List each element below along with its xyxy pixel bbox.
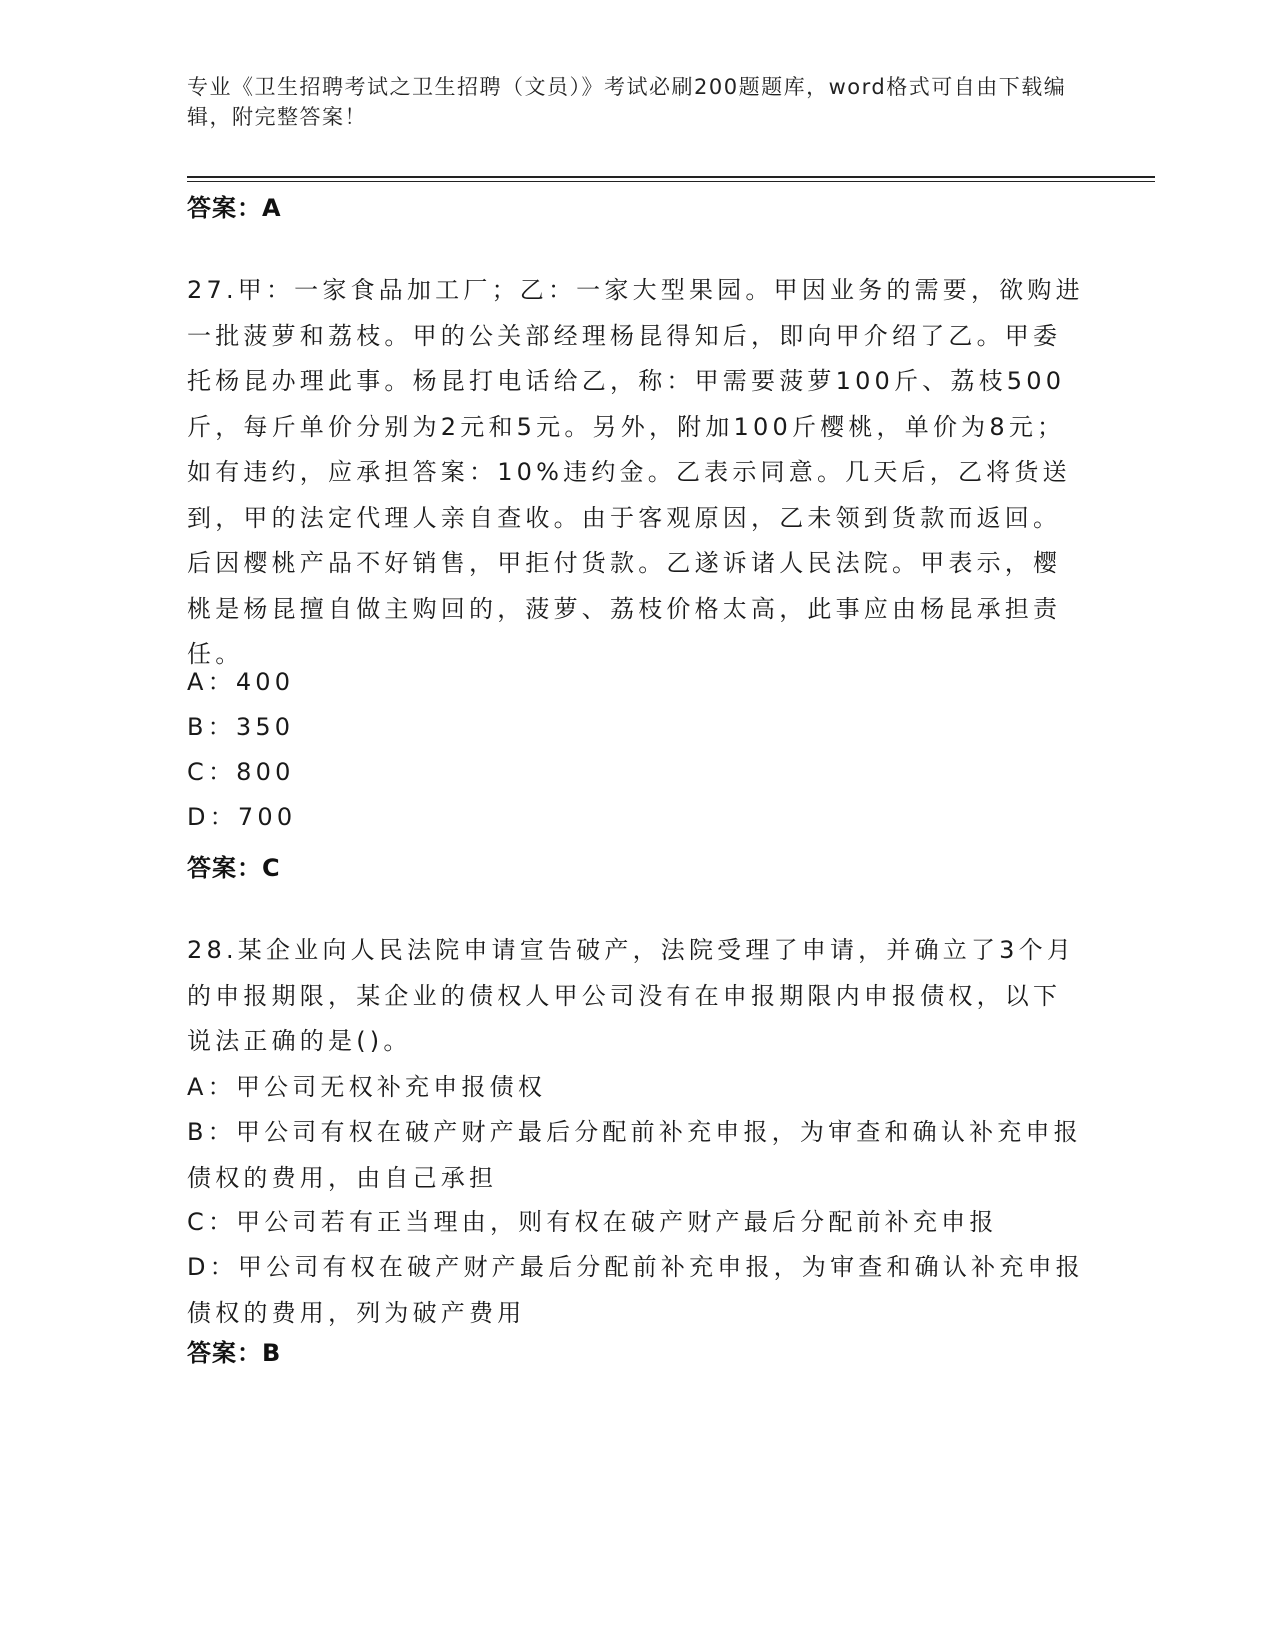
question-27-option-b: B：350 bbox=[187, 713, 295, 741]
question-28-answer: 答案：B bbox=[187, 1339, 282, 1367]
question-27-text: 27.甲：一家食品加工厂；乙：一家大型果园。甲因业务的需要，欲购进一批菠萝和荔枝。甲的公关部经理杨昆得知后，即向甲介绍了乙。甲委托杨昆办理此事。杨昆打电话给乙，称：甲需要菠萝100斤、荔枝500斤，每斤单价分别为2元和5元。另外，附加100斤樱桃，单价为8元；如有违约，应承担答案：10%违约金。乙表示同意。几天后，乙将货送到，甲的法定代理人亲自查收。由于客观原因，乙未领到货款而返回。后因樱桃产品不好销售，甲拒付货款。乙遂诉诸人民法院。甲表示，樱桃是杨昆擅自做主购回的，菠萝、荔枝价格太高，此事应由杨昆承担责任。 bbox=[187, 276, 1084, 668]
question-27-option-d: D：700 bbox=[187, 803, 297, 831]
question-28-text: 28.某企业向人民法院申请宣告破产，法院受理了申请，并确立了3个月的申报期限，某企业的债权人甲公司没有在申报期限内申报债权，以下说法正确的是()。 bbox=[187, 936, 1076, 1055]
page-header: 专业《卫生招聘考试之卫生招聘（文员）》考试必刷200题题库，word格式可自由下载编辑，附完整答案！ bbox=[187, 75, 1067, 129]
question-28-option-c: C：甲公司若有正当理由，则有权在破产财产最后分配前补充申报 bbox=[187, 1208, 998, 1236]
header-rule-thin bbox=[187, 181, 1155, 182]
header-rule-thick bbox=[187, 176, 1155, 178]
question-28-option-d: D：甲公司有权在破产财产最后分配前补充申报，为审查和确认补充申报债权的费用，列为破产费用 bbox=[187, 1253, 1084, 1327]
question-28-option-b: B：甲公司有权在破产财产最后分配前补充申报，为审查和确认补充申报债权的费用，由自己承担 bbox=[187, 1118, 1082, 1192]
question-27-option-a: A：400 bbox=[187, 668, 295, 696]
answer-prev: 答案：A bbox=[187, 194, 282, 222]
question-27-answer: 答案：C bbox=[187, 854, 281, 882]
question-28-option-a: A：甲公司无权补充申报债权 bbox=[187, 1073, 547, 1101]
question-27-option-c: C：800 bbox=[187, 758, 295, 786]
